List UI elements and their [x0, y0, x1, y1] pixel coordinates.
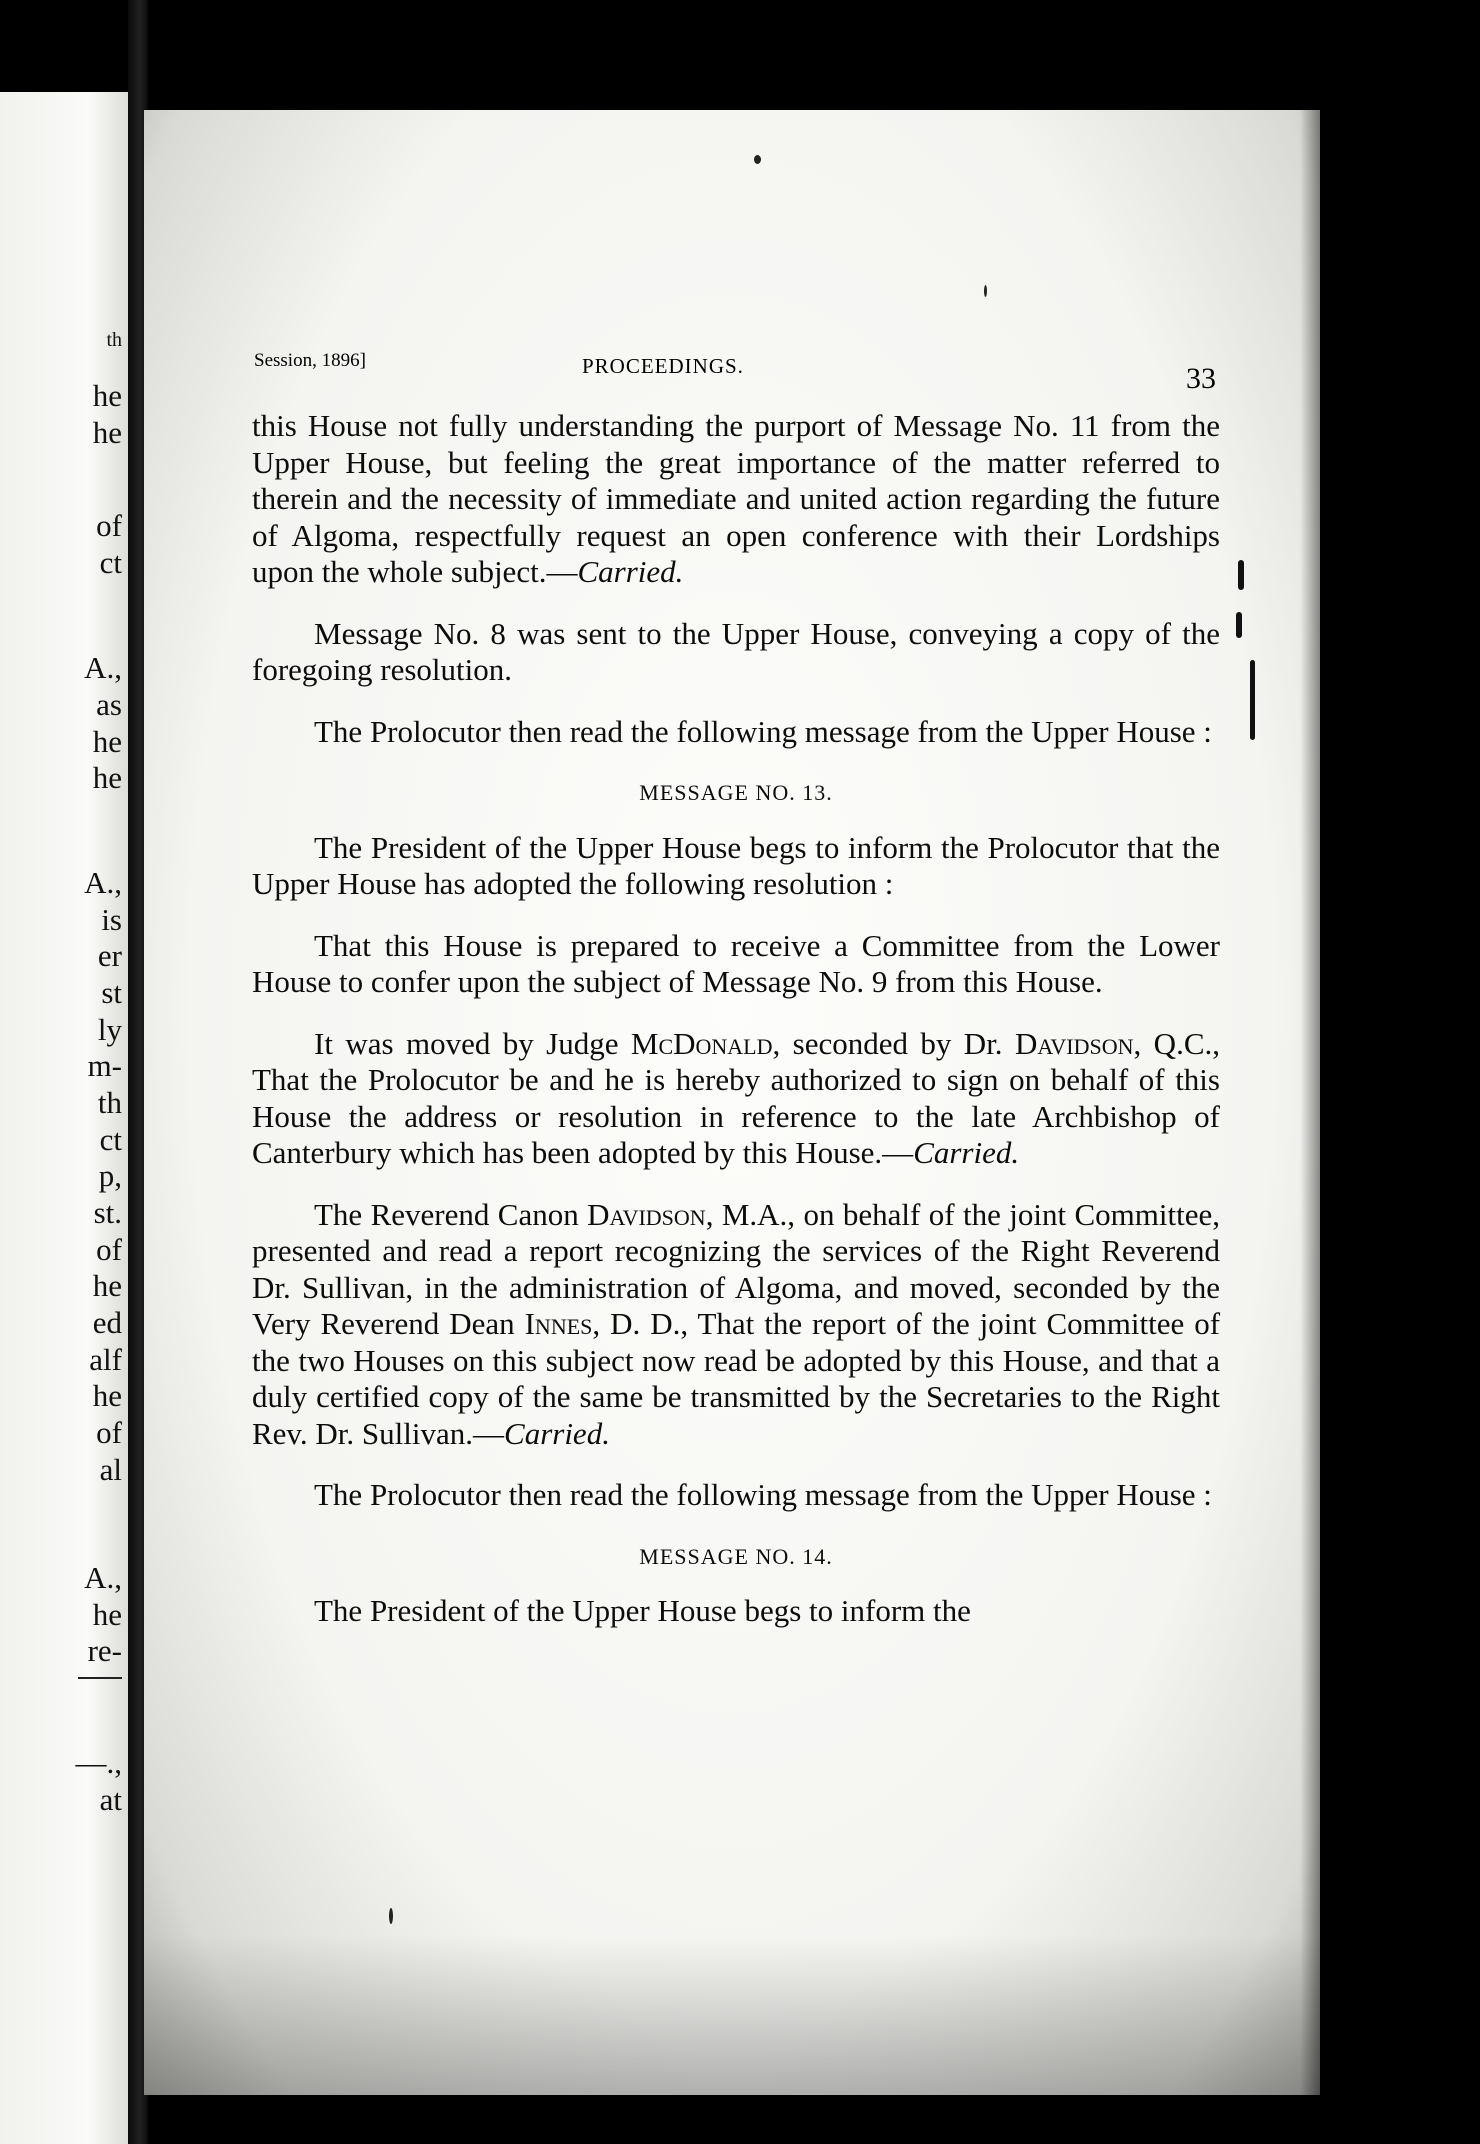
paragraph-canon-davidson-report: The Reverend Canon Davidson, M.A., on behalf of the joint Committee, presented and read a report recognizing the services of the Right Reverend Dr. Sullivan, in the administration of Algoma, and moved, seconded by the Very Reverend Dean Innes, D. D., That the report of the joint Committee of the two Houses on this subject now read be adopted by this House, and that a duly certified copy of the same be transmitted by the Secretaries to the Right Rev. Dr. Sullivan.—Carried.: [252, 1196, 1221, 1451]
left-fragment: ly: [97, 1012, 122, 1047]
left-fragment: ed: [92, 1305, 122, 1340]
left-fragment: of: [96, 1415, 122, 1450]
message-13-heading: MESSAGE NO. 13.: [639, 780, 833, 805]
page-number: 33: [1186, 362, 1216, 395]
left-facing-page: [0, 92, 128, 2144]
margin-mark: [1236, 612, 1242, 638]
left-fragment: m-: [87, 1048, 122, 1083]
running-head-title: PROCEEDINGS.: [582, 354, 744, 378]
paragraph-president-inform: The President of the Upper House begs to inform the Prolocutor that the Upper House has adopted the following resolution :: [252, 829, 1220, 901]
left-fragment: he: [92, 1268, 122, 1303]
scan-speck: [754, 155, 761, 164]
paragraph-prolocutor-read-2: The Prolocutor then read the following message from the Upper House :: [314, 1477, 1212, 1512]
page-edge-shadow: [1300, 110, 1340, 2095]
left-fragment: al: [99, 1452, 122, 1487]
body-text: [252, 408, 1220, 1630]
left-fragment: ct: [99, 1122, 122, 1157]
left-fragment: at: [99, 1782, 122, 1817]
left-fragment: th: [97, 1085, 122, 1120]
left-fragment: alf: [89, 1342, 122, 1377]
left-fragment: A.,: [84, 650, 122, 685]
left-fragment: —.,: [75, 1745, 122, 1780]
left-fragment: as: [96, 687, 122, 722]
left-fragment: he: [92, 378, 122, 413]
margin-mark: [1238, 560, 1244, 590]
left-rule: [78, 1677, 122, 1679]
left-fragment: he: [92, 760, 122, 795]
left-fragment: is: [101, 902, 122, 937]
left-fragment: he: [92, 1378, 122, 1413]
left-fragment: of: [96, 1232, 122, 1267]
left-fragment: st: [101, 975, 122, 1010]
paragraph-message-8: Message No. 8 was sent to the Upper House, conveying a copy of the foregoing resolution.: [252, 615, 1220, 687]
left-fragment: he: [92, 724, 122, 759]
scan-speck: [389, 1908, 393, 1924]
paragraph-president-inform-2: The President of the Upper House begs to inform the: [314, 1593, 971, 1628]
paragraph-resolution-end: this House not fully understanding the purport of Message No. 11 from the Upper House, but feeling the great importance of the matter referred to therein and the necessity of immediate and united action regarding the future of Algoma, respectfully request an open conference with their Lordships upon the whole subject.—Carried.: [252, 408, 1220, 589]
message-14-heading: MESSAGE NO. 14.: [639, 1543, 833, 1569]
left-fragment: of: [96, 508, 122, 543]
paragraph-motion-mcdonald: It was moved by Judge McDonald, seconded by Dr. Davidson, Q.C., That the Prolocutor be and he is hereby authorized to sign on behalf of this House the address or resolution in reference to the late Archbishop of Canterbury which has been adopted by this House.—Carried.: [252, 1025, 1220, 1170]
paragraph-committee-resolution: That this House is prepared to receive a Committee from the Lower House to confer upon the subject of Message No. 9 from this House.: [252, 927, 1220, 999]
left-fragment: re-: [87, 1633, 122, 1668]
left-fragment: he: [92, 415, 122, 450]
paragraph-prolocutor-read-1: The Prolocutor then read the following message from the Upper House :: [314, 713, 1212, 749]
left-fragment: ct: [99, 545, 122, 580]
left-fragment: A.,: [84, 1560, 122, 1595]
left-fragment: er: [97, 938, 122, 973]
left-fragment: he: [92, 1597, 122, 1632]
left-fragment: A.,: [84, 865, 122, 900]
running-head-session: Session, 1896]: [254, 350, 366, 371]
left-fragment: st.: [93, 1195, 122, 1230]
left-fragment: th: [106, 329, 122, 351]
main-page: [144, 110, 1320, 2095]
left-fragment: p,: [98, 1158, 122, 1193]
scan-speck: [984, 285, 987, 297]
margin-mark: [1250, 660, 1255, 740]
